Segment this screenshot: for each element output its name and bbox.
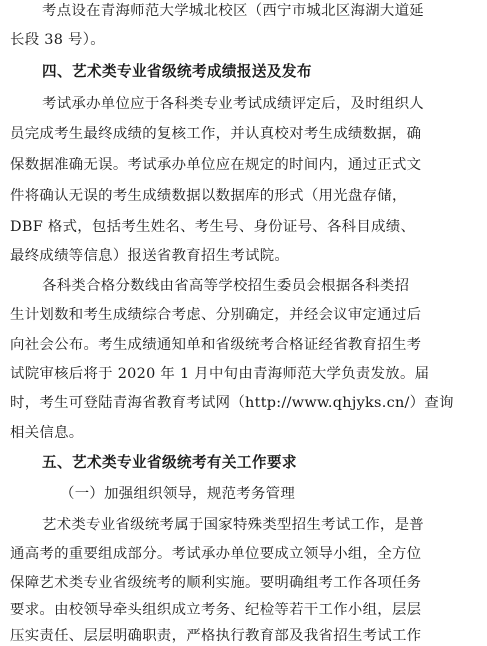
text-line: 件将确认无误的考生成绩数据以数据库的形式（用光盘存储， (10, 188, 407, 204)
section-heading: 四、艺术类专业省级统考成绩报送及发布 (42, 63, 312, 80)
text-line: DBF 格式，包括考生姓名、考生号、身份证号、各科目成绩、 (10, 219, 416, 235)
text-line: 要求。由校领导牵头组织成立考务、纪检等若干工作小组，层层 (10, 602, 422, 618)
text-line: 保数据准确无误。考试承办单位应在规定的时间内，通过正式文 (10, 157, 422, 173)
text-line: 最终成绩等信息）报送省教育招生考试院。 (10, 248, 290, 264)
subsection-heading: （一）加强组织领导，规范考务管理 (60, 486, 296, 502)
text-line: 通高考的重要组成部分。考试承办单位要成立领导小组，全方位 (10, 546, 422, 562)
text-line: 向社会公布。考生成绩通知单和省级统考合格证经省教育招生考 (10, 337, 422, 353)
text-line: 保障艺术类专业省级统考的顺利实施。要明确组考工作各项任务 (10, 575, 422, 591)
text-line: 各科类合格分数线由省高等学校招生委员会根据各科类招 (42, 278, 410, 294)
text-line: 员完成考生最终成绩的复核工作，并认真校对考生成绩数据，确 (10, 126, 422, 142)
text-line: 压实责任、层层明确职责，严格执行教育部及我省招生考试工作 (10, 628, 422, 644)
text-line: 试院审核后将于 2020 年 1 月中旬由青海师范大学负责发放。届 (10, 366, 430, 382)
text-line: 考试承办单位应于各科类专业考试成绩评定后，及时组织人 (42, 96, 424, 112)
text-line: 艺术类专业省级统考属于国家特殊类型招生考试工作，是普 (42, 517, 424, 533)
text-line: 生计划数和考生成绩综合考虑、分别确定，并经会议审定通过后 (10, 307, 422, 323)
text-line: 相关信息。 (10, 425, 84, 441)
text-line: 时，考生可登陆青海省教育考试网（http://www.qhjyks.cn/）查询 (10, 395, 454, 411)
text-line: 考点设在青海师范大学城北校区（西宁市城北区海湖大道延 (42, 3, 424, 19)
section-heading: 五、艺术类专业省级统考有关工作要求 (42, 454, 297, 471)
text-line: 长段 38 号）。 (10, 32, 105, 48)
